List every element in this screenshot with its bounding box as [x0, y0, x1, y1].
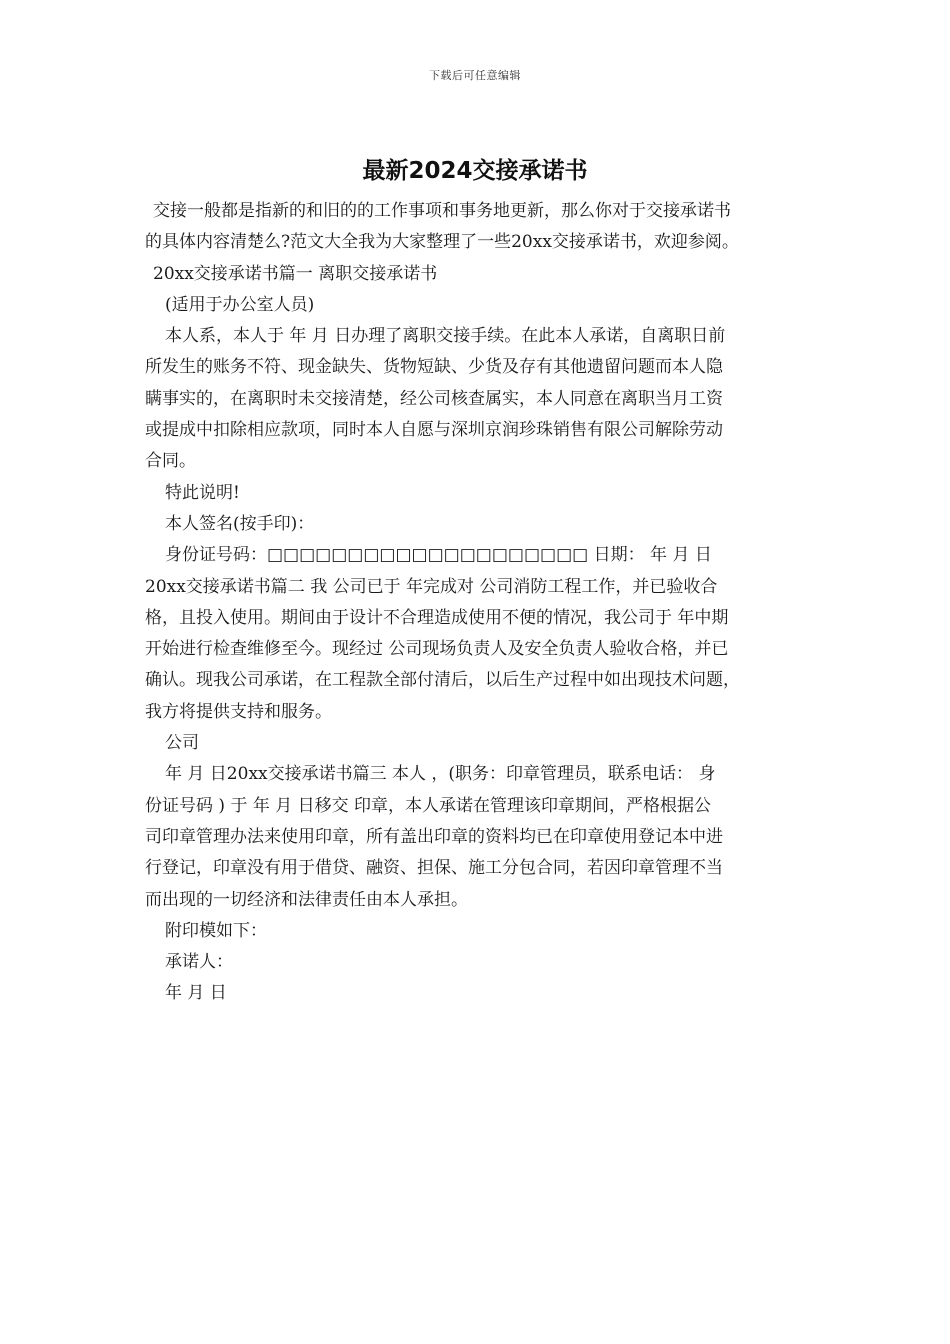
- date-line: 年 月 日: [165, 983, 227, 1004]
- seal-impression-label: 附印模如下：: [165, 920, 267, 941]
- signature-label: 本人签名(按手印)：: [165, 513, 315, 534]
- paragraph-line: 格，且投入使用。期间由于设计不合理造成使用不便的情况，我公司于 年中期: [145, 607, 729, 628]
- paragraph-line: 20xx交接承诺书篇二 我 公司已于 年完成对 公司消防工程工作，并已验收合: [145, 576, 718, 597]
- paragraph-line: 合同。: [145, 451, 196, 472]
- paragraph-line: 特此说明!: [165, 482, 240, 503]
- paragraph-line: 的具体内容清楚么?范文大全我为大家整理了一些20xx交接承诺书，欢迎参阅。: [145, 232, 739, 253]
- page-title: 最新2024交接承诺书: [362, 158, 588, 184]
- paragraph-line: 确认。现我公司承诺，在工程款全部付清后，以后生产过程中如出现技术问题，: [145, 670, 740, 691]
- paragraph-line: 份证号码 ) 于 年 月 日移交 印章，本人承诺在管理该印章期间，严格根据公: [145, 795, 712, 816]
- document-body: [145, 196, 820, 1010]
- section-heading: 20xx交接承诺书篇一 离职交接承诺书: [153, 263, 438, 284]
- paragraph-line: 司印章管理办法来使用印章，所有盖出印章的资料均已在印章使用登记本中进: [145, 826, 723, 847]
- id-number-line: 身份证号码：□□□□□□□□□□□□□□□□□□□□ 日期： 年 月 日: [165, 545, 712, 566]
- paragraph-line: 本人系，本人于 年 月 日办理了离职交接手续。在此本人承诺，自离职日前: [165, 326, 726, 347]
- paragraph-line: 交接一般都是指新的和旧的的工作事项和事务地更新，那么你对于交接承诺书: [153, 201, 731, 221]
- paragraph-line: 行登记，印章没有用于借贷、融资、担保、施工分包合同，若因印章管理不当: [145, 858, 723, 879]
- header-note: 下载后可任意编辑: [429, 69, 521, 82]
- paragraph-line: 开始进行检查维修至今。现经过 公司现场负责人及安全负责人验收合格，并已: [145, 639, 729, 660]
- promisor-label: 承诺人：: [165, 952, 233, 973]
- paragraph-line: (适用于办公室人员): [165, 294, 315, 315]
- paragraph-line: 所发生的账务不符、现金缺失、货物短缺、少货及存有其他遗留问题而本人隐: [145, 357, 723, 378]
- paragraph-line: 瞒事实的，在离职时未交接清楚，经公司核查属实，本人同意在离职当月工资: [145, 388, 723, 409]
- paragraph-line: 而出现的一切经济和法律责任由本人承担。: [145, 889, 468, 910]
- paragraph-line: 或提成中扣除相应款项，同时本人自愿与深圳京润珍珠销售有限公司解除劳动: [145, 420, 723, 441]
- company-label: 公司: [165, 733, 199, 754]
- paragraph-line: 我方将提供支持和服务。: [145, 701, 332, 722]
- paragraph-line: 年 月 日20xx交接承诺书篇三 本人 ，(职务：印章管理员，联系电话： 身: [165, 764, 716, 785]
